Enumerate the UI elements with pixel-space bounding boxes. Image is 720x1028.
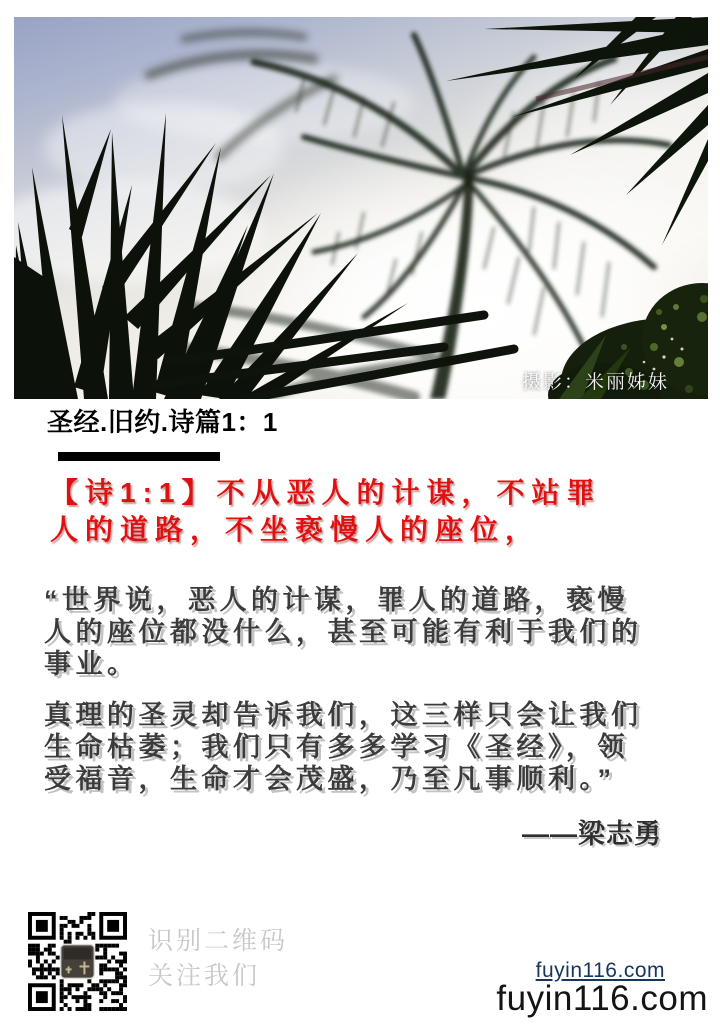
commentary-p1-line2: 人的座位都没什么，甚至可能有利于我们的	[44, 617, 643, 647]
verse-line-1: 【诗1:1】不从恶人的计谋，不站罪	[50, 477, 602, 508]
photo-credit: 摄影：米丽姊妹	[522, 372, 670, 393]
commentary-p1-line1: “世界说，恶人的计谋，罪人的道路，亵慢	[44, 585, 629, 615]
commentary-p2-line2: 生命枯萎；我们只有多多学习《圣经》，领	[44, 732, 629, 762]
qr-caption-line1: 识别二维码	[148, 927, 289, 955]
commentary-p2-line3: 受福音，生命才会茂盛，乃至凡事顺利。”	[44, 764, 616, 794]
page-title: 圣经.旧约.诗篇1：1	[47, 407, 278, 437]
author-attribution: ——梁志勇	[522, 819, 662, 849]
site-name: fuyin116.com	[496, 979, 708, 1018]
verse-line-2: 人的道路，不坐亵慢人的座位，	[50, 514, 541, 545]
site-link[interactable]: fuyin116.com	[535, 959, 665, 982]
commentary-p1-line3: 事业。	[44, 649, 139, 679]
title-underline-bar	[58, 452, 220, 461]
qr-caption	[148, 924, 288, 994]
verse-text	[50, 474, 690, 548]
commentary-paragraph-2	[44, 699, 704, 795]
commentary-paragraph-1	[44, 584, 704, 680]
qr-code	[28, 912, 127, 1011]
header-photo	[14, 17, 708, 399]
palm-tree-scene	[14, 17, 708, 399]
commentary-p2-line1: 真理的圣灵却告诉我们，这三样只会让我们	[44, 700, 643, 730]
qr-caption-line2: 关注我们	[148, 962, 261, 990]
